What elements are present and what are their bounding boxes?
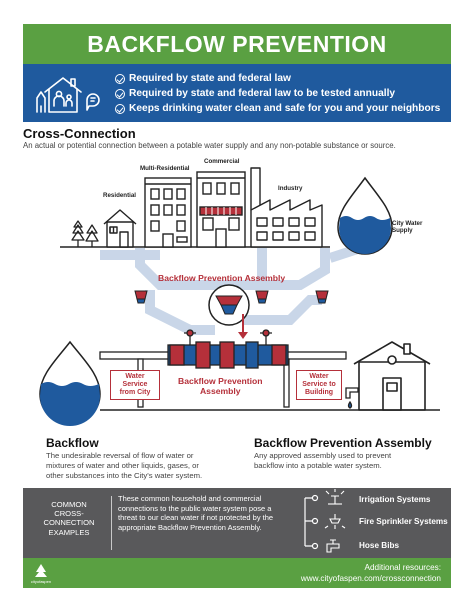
hose-bib-icon (327, 540, 339, 552)
check-circle-icon (115, 89, 125, 99)
page-title: BACKFLOW PREVENTION (87, 30, 387, 57)
fire-sprinkler-icon (325, 514, 345, 529)
requirement-item: Required by state and federal law (115, 71, 440, 86)
city-water-drop-icon (338, 178, 392, 254)
check-circle-icon (115, 74, 125, 84)
residential-house-icon (104, 210, 136, 247)
title-banner (23, 24, 451, 64)
label-city-water-supply: City Water Supply (392, 220, 423, 234)
industry-building-icon (251, 168, 322, 247)
requirements-panel (23, 64, 451, 122)
label-industry: Industry (278, 185, 303, 192)
assembly-title: Backflow Prevention Assembly (254, 436, 432, 450)
label-water-service-from-city: Water Service from City (110, 370, 160, 400)
multi-residential-building-icon (145, 178, 191, 247)
additional-resources (301, 562, 441, 584)
label-multi-residential: Multi-Residential (140, 165, 190, 172)
cross-connection-illustration (0, 150, 474, 440)
check-circle-icon (115, 104, 125, 114)
building-house-icon (354, 342, 430, 410)
label-residential: Residential (103, 192, 137, 199)
examples-panel (23, 488, 451, 558)
label-backflow-assembly-top: Backflow Prevention Assembly (158, 273, 286, 283)
city-of-aspen-logo (29, 561, 53, 585)
requirements-list (115, 71, 440, 116)
arrow-down-icon (238, 332, 248, 339)
aspen-tree-icon (35, 564, 47, 577)
resources-link[interactable]: www.cityofaspen.com/crossconnection (300, 574, 441, 583)
footer-bar (23, 558, 451, 588)
left-water-drop-icon (40, 342, 100, 426)
example-irrigation-systems: Irrigation Systems (359, 495, 431, 504)
irrigation-icon (326, 489, 344, 504)
requirement-item: Required by state and federal law to be tested annually (115, 86, 440, 101)
examples-description: These common household and commercial connections to the public water system pose a threat to our clean water if not protected by the appropriate Backflow Prevention Assembly. (118, 494, 274, 532)
label-backflow-assembly-center: Backflow Prevention Assembly (178, 376, 263, 396)
examples-list (295, 488, 451, 558)
cross-connection-description: An actual or potential connection between a potable water supply and any non-potable substance or source. (23, 141, 396, 150)
backflow-title: Backflow (46, 436, 99, 450)
divider (111, 496, 112, 550)
commercial-building-icon (197, 172, 245, 247)
trees-icon (72, 221, 98, 247)
requirement-item: Keeps drinking water clean and safe for you and your neighbors (115, 101, 440, 116)
assembly-description: Any approved assembly used to prevent backflow into a potable water system. (254, 451, 392, 471)
svg-text:cityofaspen: cityofaspen (30, 579, 52, 584)
label-commercial: Commercial (204, 158, 240, 165)
label-water-service-to-building: Water Service to Building (296, 370, 342, 400)
example-fire-sprinkler-systems: Fire Sprinkler Systems (359, 517, 448, 526)
example-hose-bibs: Hose Bibs (359, 541, 400, 550)
faucet-icon (346, 388, 358, 408)
cross-connection-title: Cross-Connection (23, 126, 136, 141)
resources-label: Additional resources: (364, 563, 441, 572)
house-family-icon (31, 72, 101, 116)
backflow-description: The undesirable reversal of flow of water or mixtures of water and other liquids, gases, or other substances into the City's water system. (46, 451, 203, 481)
examples-label: COMMON CROSS- CONNECTION EXAMPLES (43, 500, 95, 537)
